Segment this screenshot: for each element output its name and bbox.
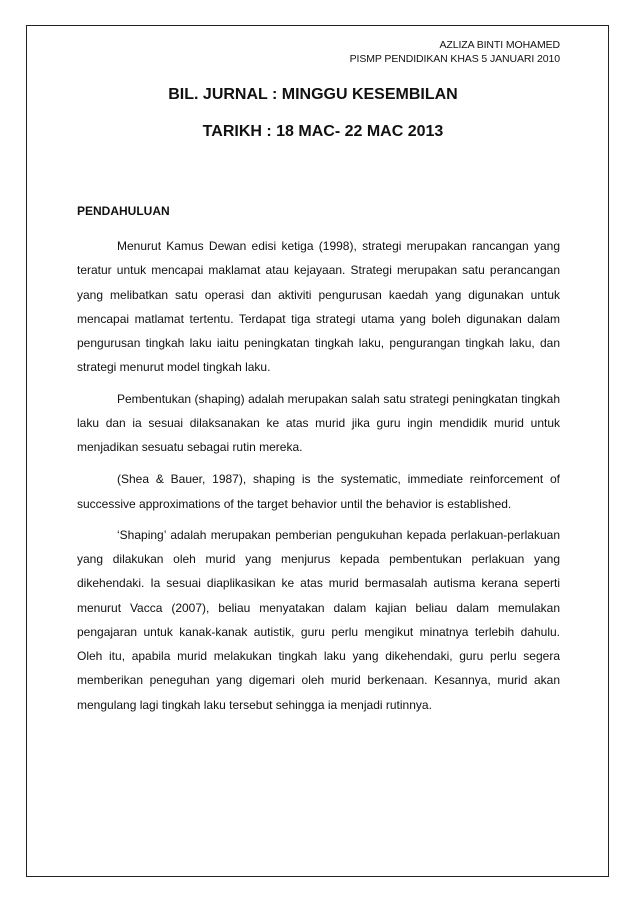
author-name: AZLIZA BINTI MOHAMED [439,39,560,51]
paragraph-2: Pembentukan (shaping) adalah merupakan salah satu strategi peningkatan tingkah laku dan ia sesuai dilaksanakan ke atas murid jika guru ingin mendidik murid untuk menjadikan sesuatu sebagai rutin mereka. [77,391,560,455]
document-body [77,234,560,717]
document-header [350,39,560,66]
paragraph-1: Menurut Kamus Dewan edisi ketiga (1998), strategi merupakan rancangan yang teratur untuk mencapai maklamat atau kejayaan. Strategi merupakan satu perancangan yang melibatkan satu operasi dan aktiviti pengurusan kaedah yang digunakan untuk mencapai matlamat tertentu. Terdapat tiga strategi utama yang boleh digunakan dalam pengurusan tingkah laku iaitu peningkatan tingkah laku, pengurangan tingkah laku, dan strategi menurut model tingkah laku. [77,239,560,375]
program-name: PISMP PENDIDIKAN KHAS 5 JANUARI 2010 [349,52,560,65]
journal-date: TARIKH : 18 MAC- 22 MAC 2013 [202,123,444,140]
paragraph-4: ‘Shaping’ adalah merupakan pemberian pengukuhan kepada perlakuan-perlakuan yang dilakukan oleh murid yang menjurus kepada pembentukan perlakuan yang dikehendaki. Ia sesuai diaplikasikan ke atas murid bermasalah autisma kerana seperti menurut Vacca (2007), beliau menyatakan dalam kajian beliau dalam memulakan pengajaran untuk kanak-kanak autistik, guru perlu mengikut minatnya terlebih dahulu. Oleh itu, apabila murid melakukan tingkah laku yang dikehendaki, guru perlu segera memberikan peneguhan yang digemari oleh murid berkenaan. Kesannya, murid akan mengulang lagi tingkah laku tersebut sehingga ia menjadi rutinnya. [77,527,560,712]
paragraph-3: (Shea & Bauer, 1987), shaping is the systematic, immediate reinforcement of successive approximations of the target behavior until the behavior is established. [77,471,560,511]
section-heading: PENDAHULUAN [77,204,170,218]
journal-title: BIL. JURNAL : MINGGU KESEMBILAN [168,86,458,103]
